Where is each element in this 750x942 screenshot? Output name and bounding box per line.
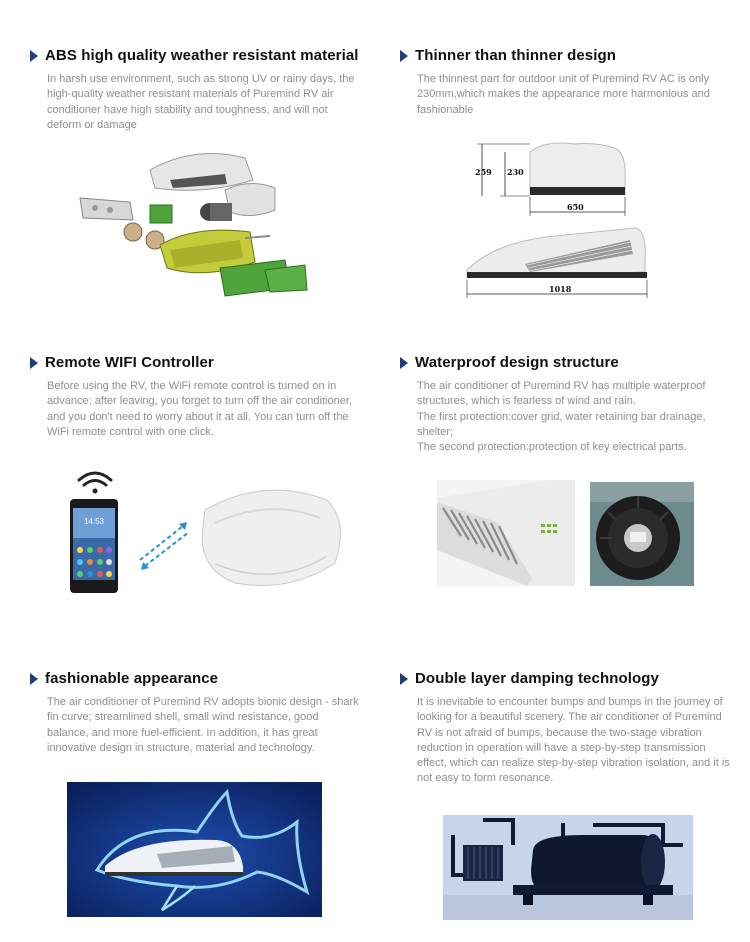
section-description: It is inevitable to encounter bumps and bumps in the journey of looking for a beautiful scenery. The air conditioner of Puremind RV is not afraid of bumps, because the two-stage vibration reduction in operation will have a step-by-step transmission effect, which can realize step-by-step vibration isolation, and it is not easy to form resonance. bbox=[417, 696, 730, 785]
dimension-depth: 650 bbox=[567, 202, 584, 212]
section-description: The thinnest part for outdoor unit of Puremind RV AC is only 230mm,which makes the appearance more harmonious and fashionable bbox=[417, 73, 710, 116]
description-line: The first protection:cover grid, water retaining bar drainage, shelter; bbox=[417, 410, 706, 438]
bullet-arrow-icon bbox=[30, 673, 38, 685]
description-line: The air conditioner of Puremind RV has multiple waterproof structures, which is fearless of wind and rain. bbox=[417, 380, 706, 408]
section-heading bbox=[30, 670, 360, 687]
section-abs-material bbox=[30, 47, 360, 133]
bullet-arrow-icon bbox=[400, 673, 408, 685]
section-title: Double layer damping technology bbox=[415, 670, 659, 687]
section-description: The air conditioner of Puremind RV adopts bionic design - shark fin curve; streamlined shell, small wind resistance, good balance, and more fuel-efficient. In addition, it has great innovative design in structure, material and technology. bbox=[47, 696, 359, 754]
section-heading bbox=[30, 354, 360, 371]
shark-fin-image bbox=[67, 782, 322, 917]
section-damping-technology bbox=[400, 670, 730, 787]
section-heading bbox=[400, 354, 730, 371]
section-title: Waterproof design structure bbox=[415, 354, 619, 371]
description-line: The second protection:protection of key electrical parts. bbox=[417, 441, 687, 454]
bullet-arrow-icon bbox=[400, 50, 408, 62]
dimension-length: 1018 bbox=[549, 284, 572, 294]
section-title: ABS high quality weather resistant material bbox=[45, 47, 359, 64]
section-heading bbox=[30, 47, 360, 64]
waterproof-grid-image bbox=[437, 480, 575, 586]
dimension-height-outer: 259 bbox=[475, 167, 492, 177]
wifi-controller-image bbox=[65, 468, 355, 598]
dimension-drawing-image bbox=[455, 132, 665, 307]
phone-icon bbox=[70, 499, 118, 593]
signal-arrows-icon bbox=[140, 522, 189, 570]
damping-compressor-image bbox=[443, 815, 693, 920]
phone-clock: 14:53 bbox=[83, 517, 105, 526]
bullet-arrow-icon bbox=[400, 357, 408, 369]
bullet-arrow-icon bbox=[30, 50, 38, 62]
section-heading bbox=[400, 670, 730, 687]
exploded-view-image bbox=[75, 140, 325, 300]
section-description: In harsh use environment, such as strong UV or rainy days, the high-quality weather resistant materials of Puremind RV air conditioner have high stability and toughness, and will not deform or damage bbox=[47, 73, 355, 131]
section-title: Remote WIFI Controller bbox=[45, 354, 214, 371]
section-description bbox=[417, 379, 730, 455]
section-title: fashionable appearance bbox=[45, 670, 219, 687]
section-heading bbox=[400, 47, 730, 64]
section-thin-design bbox=[400, 47, 730, 118]
fan-motor-image bbox=[590, 482, 694, 586]
section-description: Before using the RV, the WiFi remote control is turned on in advance; after leaving, you forget to turn off the air conditioner, and you don't need to worry about it at all. You can turn off the WiFi remote control with one click. bbox=[47, 380, 352, 438]
section-waterproof bbox=[400, 354, 730, 455]
bullet-arrow-icon bbox=[30, 357, 38, 369]
section-title: Thinner than thinner design bbox=[415, 47, 617, 64]
dimension-height-inner: 230 bbox=[507, 167, 524, 177]
section-wifi-controller bbox=[30, 354, 360, 440]
section-fashionable-appearance bbox=[30, 670, 360, 756]
wifi-icon bbox=[79, 473, 111, 494]
